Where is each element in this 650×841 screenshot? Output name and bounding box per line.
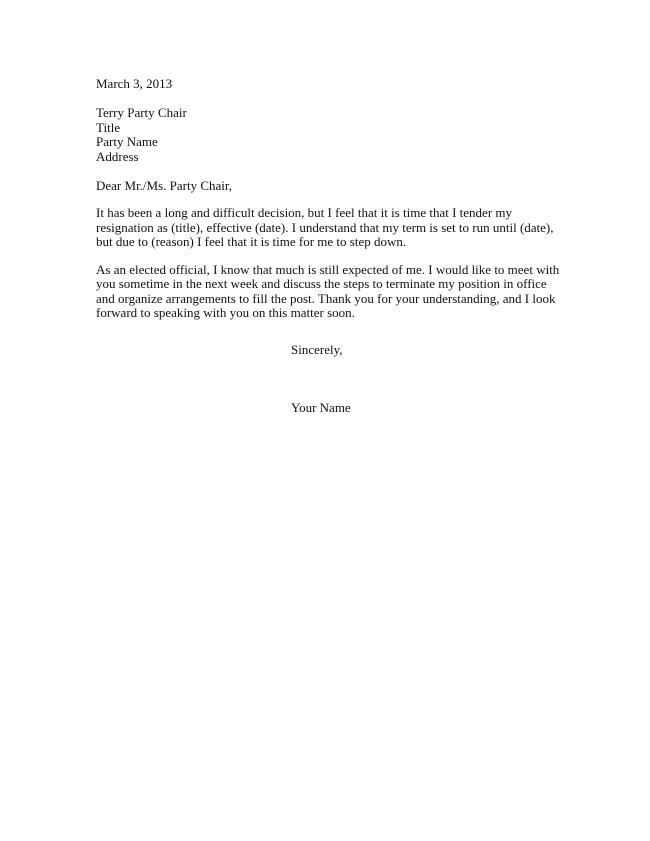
letter-body bbox=[96, 76, 560, 321]
paragraph-line: It has been a long and difficult decision, but I feel that it is time that I tender my bbox=[96, 205, 513, 220]
salutation-text: Dear Mr./Ms. Party Chair, bbox=[96, 177, 232, 193]
closing-text: Sincerely, bbox=[291, 342, 343, 357]
paragraph-line: but due to (reason) I feel that it is time for me to step down. bbox=[96, 234, 407, 249]
signature-name: Your Name bbox=[291, 400, 351, 415]
recipient-title: Title bbox=[96, 119, 121, 135]
salutation bbox=[96, 179, 556, 194]
letter-date: March 3, 2013 bbox=[96, 76, 173, 91]
recipient-address: Address bbox=[96, 148, 139, 164]
recipient-party: Party Name bbox=[96, 134, 158, 149]
recipient-name: Terry Party Chair bbox=[96, 105, 187, 120]
recipient-block bbox=[96, 106, 556, 164]
paragraph-1 bbox=[96, 206, 556, 250]
paragraph-line: As an elected official, I know that much is still expected of me. I would like to meet with bbox=[96, 261, 560, 277]
paragraph-line: you sometime in the next week and discuss the steps to terminate my position in office bbox=[96, 276, 547, 291]
paragraph-line: and organize arrangements to fill the post. Thank you for your understanding, and I look bbox=[96, 290, 556, 306]
paragraph-line: forward to speaking with you on this matter soon. bbox=[96, 305, 355, 320]
paragraph-line: resignation as (title), effective (date). I understand that my term is set to run until (date), bbox=[96, 219, 554, 235]
paragraph-2 bbox=[96, 261, 560, 321]
